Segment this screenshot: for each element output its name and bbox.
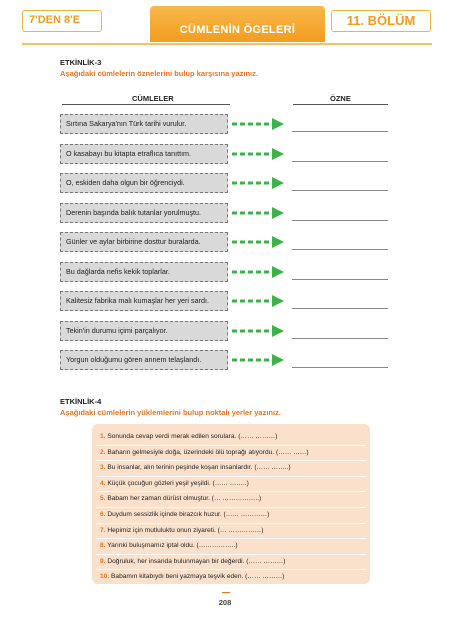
- item-text: Küçük çocuğun gözleri yeşil yeşildi. (…… ……..): [107, 479, 249, 487]
- answer-line[interactable]: [292, 131, 388, 132]
- answer-line[interactable]: [292, 220, 388, 221]
- sentence-row: Derenin başında balık tutanlar yorulmuştu.: [60, 203, 228, 223]
- sentence-row: O kasabayı bu kitapta etraflıca tanıttım.: [60, 144, 228, 164]
- item-text: Yarınki buluşmamız iptal oldu. (……………..): [107, 542, 238, 550]
- item-separator: [96, 460, 366, 461]
- exercise-item: [100, 556, 364, 571]
- page-title: CÜMLENİN ÖGELERİ: [179, 24, 296, 36]
- item-separator: [96, 491, 366, 492]
- exercise-item: [100, 571, 364, 586]
- sentence-row: Kalitesiz fabrika malı kumaşlar her yeri sardı.: [60, 291, 228, 311]
- answer-line[interactable]: [292, 308, 388, 309]
- grade-tab: 7'DEN 8'E: [22, 10, 102, 32]
- answer-line[interactable]: [292, 190, 388, 191]
- arrow-right-icon: [232, 236, 284, 248]
- answer-line[interactable]: [292, 367, 388, 368]
- activity3-label: ETKİNLİK-3: [60, 58, 102, 67]
- exercise-item: [100, 525, 364, 540]
- item-text: Bu insanlar, alın terinin peşinde koşan insanlardır. (…… ……..): [107, 464, 291, 472]
- column-header-sentences: CÜMLELER: [132, 94, 174, 103]
- arrow-right-icon: [232, 177, 284, 189]
- exercise-item: [100, 447, 364, 462]
- answer-line[interactable]: [292, 249, 388, 250]
- item-number: 10.: [100, 573, 110, 581]
- item-text: Babam her zaman dürüst olmuştur. (… ……………..): [107, 495, 262, 503]
- item-number: 9.: [100, 557, 106, 565]
- arrow-right-icon: [232, 295, 284, 307]
- arrow-right-icon: [232, 266, 284, 278]
- exercise-item: [100, 493, 364, 508]
- exercise-item: [100, 540, 364, 555]
- sentence-row: Sırtına Sakarya'nın Türk tarihi vurulur.: [60, 114, 228, 134]
- item-text: Baharın gelmesiyle doğa, üzerindeki ölü toprağı atıyordu. (…… ……): [107, 448, 309, 456]
- column-underline: [62, 104, 230, 105]
- sentence-row: Tekin'in durumu içimi parçalıyor.: [60, 321, 228, 341]
- sentence-row: Günler ve aylar birbirine dosttur buralarda.: [60, 232, 228, 252]
- item-number: 4.: [100, 479, 106, 487]
- arrow-right-icon: [232, 148, 284, 160]
- item-separator: [96, 569, 366, 570]
- answer-line[interactable]: [292, 338, 388, 339]
- arrow-right-icon: [232, 325, 284, 337]
- page-number-accent: [222, 592, 230, 593]
- section-tab: 11. BÖLÜM: [331, 10, 431, 32]
- answer-line[interactable]: [292, 161, 388, 162]
- exercise-item: [100, 509, 364, 524]
- column-header-subject: ÖZNE: [330, 94, 351, 103]
- header-divider: [22, 43, 432, 45]
- exercise-item: [100, 462, 364, 477]
- sentence-row: O, eskiden daha olgun bir öğrenciydi.: [60, 173, 228, 193]
- page-number: 208: [218, 598, 232, 607]
- item-number: 7.: [100, 526, 106, 534]
- item-separator: [96, 445, 366, 446]
- item-number: 6.: [100, 511, 106, 518]
- activity3-instruction: Aşağıdaki cümlelerin öznelerini bulup karşısına yazınız.: [60, 69, 258, 78]
- item-text: Babamın kitabıydı beni yazmaya teşvik eden. (…… ………): [111, 573, 285, 581]
- column-underline: [293, 104, 388, 105]
- answer-line[interactable]: [292, 279, 388, 280]
- item-text: Sonunda cevap verdi merak edilen sorulara. (…… ………): [107, 433, 278, 440]
- item-text: Duydum sessizlik içinde birazcık huzur. (…… …………): [107, 511, 270, 518]
- item-text: Hepimiz için mutluluktu onun ziyareti. (… ……………): [107, 526, 264, 534]
- item-number: 8.: [100, 542, 106, 550]
- sentence-row: Bu dağlarda nefis kekik toplarlar.: [60, 262, 228, 282]
- item-separator: [96, 507, 366, 508]
- item-text: Doğruluk, her insanda bulunmayan bir değerdi. (…… ………): [107, 557, 286, 565]
- item-number: 3.: [100, 464, 106, 472]
- arrow-right-icon: [232, 118, 284, 130]
- sentence-row: Yorgun olduğumu gören annem telaşlandı.: [60, 350, 228, 370]
- item-separator: [96, 554, 366, 555]
- exercise-item: [100, 478, 364, 493]
- activity4-instruction: Aşağıdaki cümlelerin yüklemlerini bulup noktalı yerler yazınız.: [60, 408, 281, 417]
- arrow-right-icon: [232, 207, 284, 219]
- item-number: 5.: [100, 495, 106, 503]
- item-separator: [96, 476, 366, 477]
- item-separator: [96, 538, 366, 539]
- activity4-label: ETKİNLİK-4: [60, 397, 102, 406]
- item-separator: [96, 523, 366, 524]
- item-number: 2.: [100, 448, 106, 456]
- exercise-item: [100, 431, 364, 446]
- item-number: 1.: [100, 433, 106, 440]
- arrow-right-icon: [232, 354, 284, 366]
